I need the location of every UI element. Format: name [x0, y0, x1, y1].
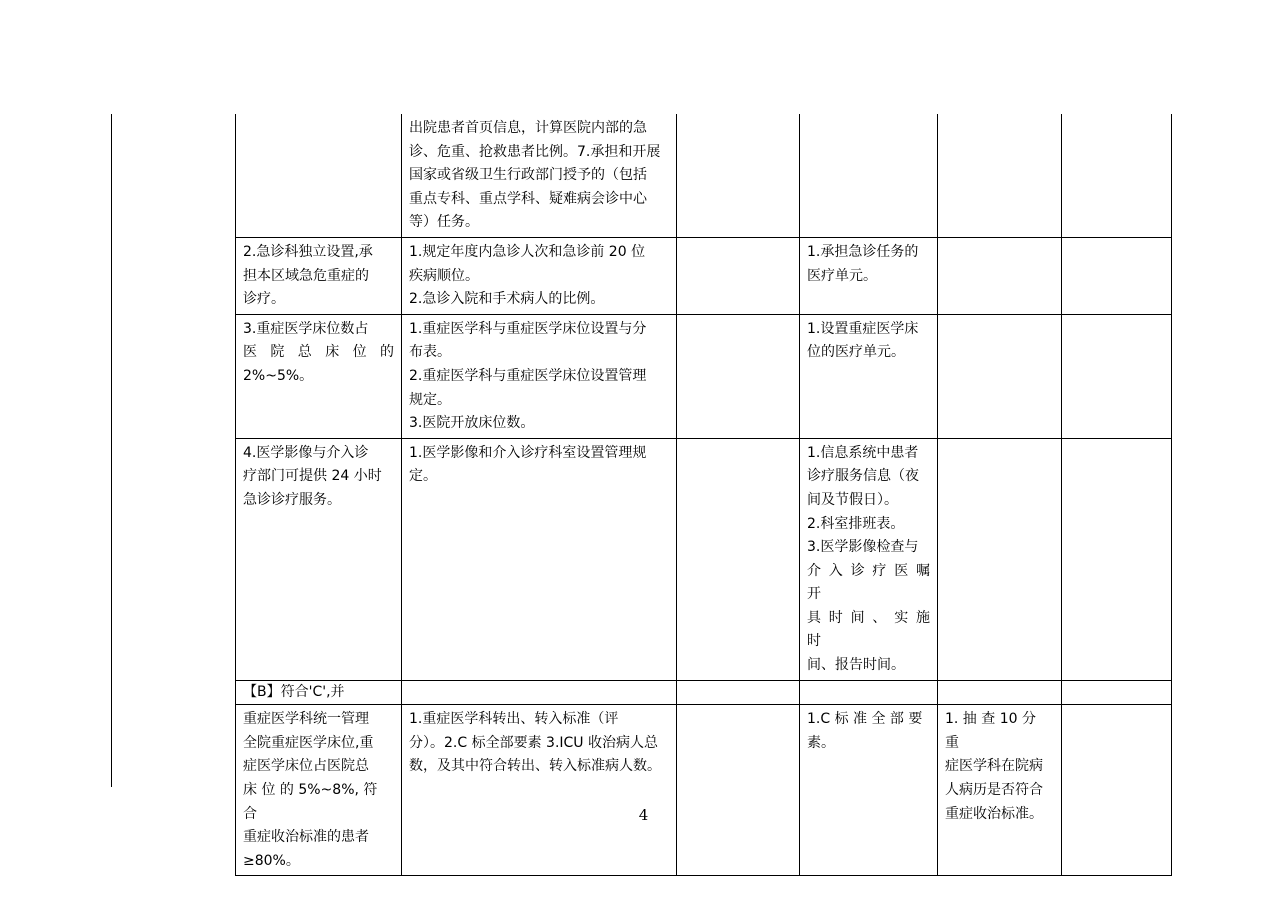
check-line: 重症收治标准。 [945, 805, 1043, 822]
scope-line: 1.C 标 准 全 部 要 [807, 711, 923, 728]
check-line: 1. 抽 查 10 分 重 [945, 711, 1036, 751]
check-line: 人病历是否符合 [945, 782, 1043, 799]
standard-cell [236, 237, 402, 314]
method-line: 国家或省级卫生行政部门授予的（包括 [409, 167, 647, 184]
check-cell [938, 237, 1062, 314]
blank-cell [677, 438, 800, 680]
standard-line: 疗部门可提供 24 小时 [243, 468, 382, 485]
method-line: 疾病顺位。 [409, 267, 479, 284]
standard-cell [236, 705, 402, 876]
table-row [236, 680, 1172, 705]
standard-line: 诊疗。 [243, 291, 285, 308]
scope-cell [800, 705, 938, 876]
note-cell [1062, 237, 1172, 314]
standard-line: 重症医学科统一管理 [243, 711, 369, 728]
scope-line: 素。 [807, 734, 835, 751]
standard-cell [236, 114, 402, 237]
scope-line: 位的医疗单元。 [807, 344, 905, 361]
scope-line: 介 入 诊 疗 医 嘱 开 [807, 562, 930, 603]
table-row [236, 438, 1172, 680]
scope-line: 1.承担急诊任务的 [807, 243, 919, 260]
blank-cell [677, 680, 800, 705]
method-line: 数，及其中符合转出、转入标准病人数。 [409, 758, 661, 775]
scope-line: 间、报告时间。 [807, 657, 905, 674]
standard-cell [236, 438, 402, 680]
scope-cell [800, 237, 938, 314]
scope-line: 具 时 间 、 实 施 时 [807, 609, 930, 650]
standard-line: 急诊诊疗服务。 [243, 491, 341, 508]
check-cell [938, 438, 1062, 680]
method-cell [402, 438, 677, 680]
standard-line: 2%~5%。 [243, 367, 314, 384]
method-cell [402, 705, 677, 876]
scope-cell [800, 438, 938, 680]
method-line: 出院患者首页信息，计算医院内部的急 [409, 120, 647, 136]
scope-line: 诊疗服务信息（夜 [807, 468, 919, 485]
method-line: 1.规定年度内急诊人次和急诊前 20 位 [409, 243, 646, 260]
standard-line: 全院重症医学床位,重 [243, 734, 374, 751]
method-cell [402, 237, 677, 314]
scope-cell [800, 114, 938, 237]
standard-line: 医 院 总 床 位 的 [243, 344, 394, 361]
method-line: 等）任务。 [409, 214, 479, 231]
check-cell [938, 314, 1062, 438]
scope-line: 1.设置重症医学床 [807, 320, 919, 337]
method-cell [402, 680, 677, 705]
blank-cell [677, 314, 800, 438]
blank-cell [677, 114, 800, 237]
method-line: 诊、危重、抢救患者比例。7.承担和开展 [409, 143, 661, 160]
scope-line: 3.医学影像检查与 [807, 539, 919, 556]
method-line: 2.重症医学科与重症医学床位设置管理 [409, 367, 647, 384]
scope-cell [800, 314, 938, 438]
standard-line: 重症收治标准的患者 [243, 829, 369, 846]
note-cell [1062, 114, 1172, 237]
table-row [236, 237, 1172, 314]
method-line: 1.重症医学科转出、转入标准（评 [409, 711, 619, 728]
standard-line: 2.急诊科独立设置,承 [243, 243, 373, 260]
note-cell [1062, 680, 1172, 705]
table-row [236, 314, 1172, 438]
method-line: 分）。2.C 标全部要素 3.ICU 收治病人总 [409, 734, 658, 751]
scope-cell [800, 680, 938, 705]
method-line: 重点专科、重点学科、疑难病会诊中心 [409, 190, 647, 207]
method-line: 规定。 [409, 391, 451, 408]
method-line: 3.医院开放床位数。 [409, 415, 535, 432]
standard-line: 担本区域急危重症的 [243, 267, 369, 284]
note-cell [1062, 438, 1172, 680]
method-line: 1.医学影像和介入诊疗科室设置管理规 [409, 444, 647, 461]
scope-line: 间及节假日）。 [807, 491, 898, 508]
check-cell [938, 114, 1062, 237]
standard-line: 症医学床位占医院总 [243, 758, 369, 775]
method-cell [402, 314, 677, 438]
page-number: 4 [638, 806, 649, 824]
table-row [236, 705, 1172, 876]
method-line: 1.重症医学科与重症医学床位设置与分 [409, 320, 647, 337]
method-line: 2.急诊入院和手术病人的比例。 [409, 291, 605, 308]
note-cell [1062, 705, 1172, 876]
table-row [236, 114, 1172, 237]
standard-line: 3.重症医学床位数占 [243, 320, 369, 337]
left-margin-rule [111, 114, 112, 787]
grade-b-heading-cell [236, 680, 402, 705]
note-cell [1062, 314, 1172, 438]
grade-b-heading: 【B】符合'C',并 [243, 683, 345, 700]
check-line: 症医学科在院病 [945, 758, 1043, 775]
scope-line: 1.信息系统中患者 [807, 444, 919, 461]
blank-cell [677, 705, 800, 876]
scope-line: 医疗单元。 [807, 267, 877, 284]
method-cell [402, 114, 677, 237]
scope-line: 2.科室排班表。 [807, 515, 905, 532]
blank-cell [677, 237, 800, 314]
method-line: 布表。 [409, 344, 451, 361]
check-cell [938, 680, 1062, 705]
standards-table [235, 114, 1172, 876]
check-cell [938, 705, 1062, 876]
method-line: 定。 [409, 468, 437, 485]
standard-cell [236, 314, 402, 438]
standard-line: 4.医学影像与介入诊 [243, 444, 369, 461]
standard-line: ≥80%。 [243, 852, 300, 869]
standard-line: 床 位 的 5%~8%, 符 合 [243, 782, 378, 822]
